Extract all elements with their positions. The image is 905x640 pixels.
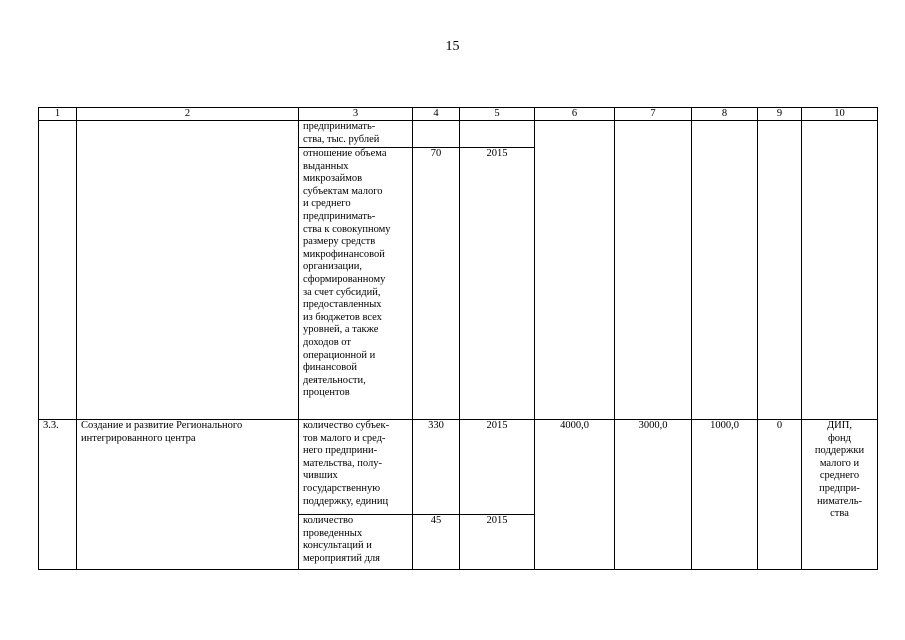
funding-total-cell: 4000,0 [535,420,615,570]
header-cell: 2 [77,108,299,121]
indicator-cell: количество проведенных консультаций и мероприятий для [299,515,413,570]
cell-col9-empty [758,121,802,420]
funding-cell-col7: 3000,0 [615,420,692,570]
cell-col10-empty [802,121,878,420]
year-cell: 2015 [460,515,535,570]
value-cell: 330 [413,420,460,515]
cell-col7-empty [615,121,692,420]
header-cell: 1 [39,108,77,121]
year-cell: 2015 [460,148,535,420]
funding-cell-col8: 1000,0 [692,420,758,570]
num-cell-empty [39,121,77,420]
funding-cell-col9: 0 [758,420,802,570]
executor-cell: ДИП, фонд поддержки малого и среднего предпри- ниматель- ства [802,420,878,570]
header-cell: 4 [413,108,460,121]
value-cell: 45 [413,515,460,570]
indicator-cell: количество субъек- тов малого и сред- него предприни- мательства, полу- чивших государственную поддержку, единиц [299,420,413,515]
event-cell-empty [77,121,299,420]
program-table [38,107,878,570]
indicator-cell: предпринимать- ства, тыс. рублей [299,121,413,148]
page-number: 15 [445,39,460,54]
indicator-cell: отношение объема выданных микрозаймов субъектам малого и среднего предпринимать- ства к совокупному размеру средств микрофинансовой организации, сформированному за счет субсидий, предоставленных из бюджетов всех уровней, а также доходов от операционной и финансовой деятельности, процентов [299,148,413,420]
header-cell: 3 [299,108,413,121]
value-cell: 70 [413,148,460,420]
table-row [39,121,878,148]
num-cell: 3.3. [39,420,77,570]
year-cell: 2015 [460,420,535,515]
event-name-cell: Создание и развитие Регионального интегрированного центра [77,420,299,570]
header-cell: 10 [802,108,878,121]
header-row [39,108,878,121]
header-cell: 7 [615,108,692,121]
value-cell [413,121,460,148]
header-cell: 9 [758,108,802,121]
table-row [39,420,878,515]
header-cell: 8 [692,108,758,121]
cell-col8-empty [692,121,758,420]
header-cell: 6 [535,108,615,121]
header-cell: 5 [460,108,535,121]
year-cell [460,121,535,148]
cell-col6-empty [535,121,615,420]
